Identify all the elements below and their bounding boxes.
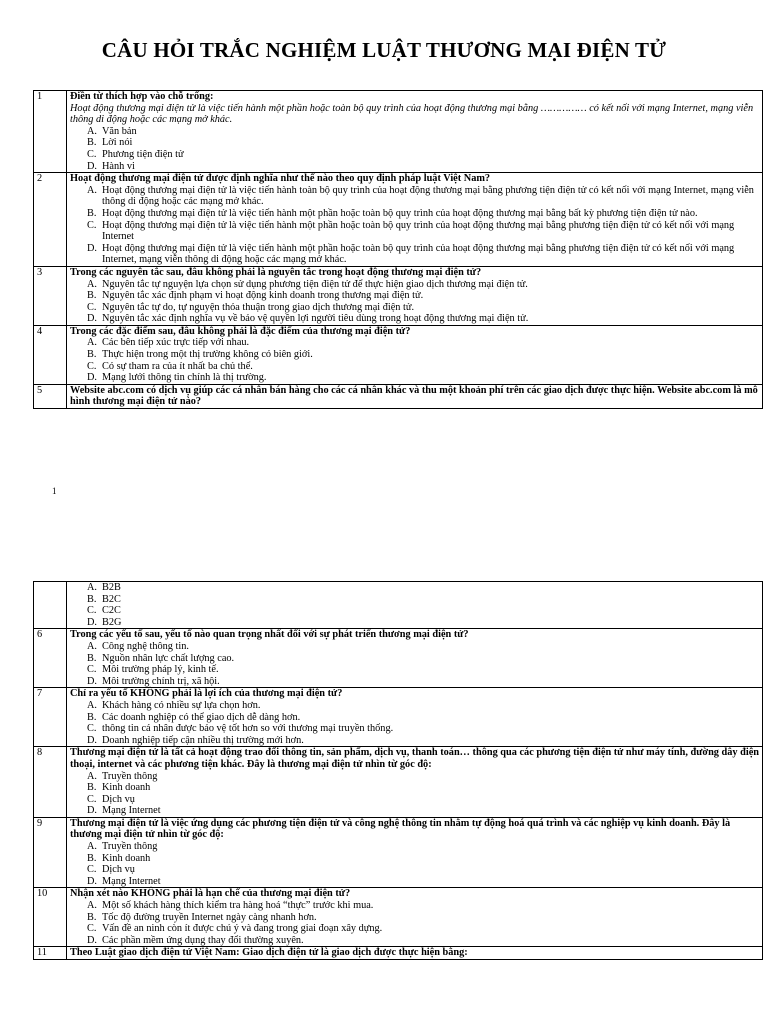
option-letter: B. bbox=[87, 652, 97, 664]
option-text: Công nghệ thông tin. bbox=[102, 640, 189, 652]
question-stem: Trong các nguyên tắc sau, đâu không phải là nguyên tắc trong hoạt động thương mại điện tử? bbox=[70, 266, 482, 278]
answer-option bbox=[70, 137, 760, 149]
question-body bbox=[67, 747, 763, 818]
question-row bbox=[34, 688, 763, 747]
option-letter: C. bbox=[87, 864, 97, 876]
question-stem-text: Hoạt động thương mại điện tử là việc tiến hành một phần hoặc toàn bộ quy trình của hoạt động thương mại bằng …………… có kết nối với mạng Internet, mạng viễn thông di động hoặc các mạng mở khác. bbox=[70, 102, 754, 126]
option-text: Mạng Internet bbox=[102, 875, 161, 887]
option-letter: B. bbox=[87, 593, 97, 605]
question-number: 2 bbox=[34, 173, 67, 267]
question-body bbox=[67, 266, 763, 325]
option-letter: A. bbox=[87, 900, 98, 912]
option-text: Lời nói bbox=[102, 137, 133, 149]
answer-option bbox=[70, 664, 760, 676]
option-letter: B. bbox=[87, 137, 97, 149]
option-text: Vấn đề an ninh còn ít được chú ý và đang trong giai đoạn xây dựng. bbox=[102, 923, 383, 935]
question-body bbox=[67, 817, 763, 888]
option-letter: A. bbox=[87, 640, 98, 652]
question-stem: Nhận xét nào KHÔNG phải là hạn chế của thương mại điện tử? bbox=[70, 888, 351, 900]
question-row bbox=[34, 747, 763, 818]
option-letter: A. bbox=[87, 770, 98, 782]
option-text: Nguyên tắc xác định phạm vi hoạt động kinh doanh trong thương mại điện tử. bbox=[102, 290, 424, 302]
option-letter: D. bbox=[87, 372, 98, 384]
answer-option bbox=[70, 912, 760, 924]
question-stem: Thương mại điện tử là tất cả hoạt động trao đổi thông tin, sản phẩm, dịch vụ, thanh toán… thông qua các phương tiện điện tử như máy tính, đường dây điện thoại, internet và các phương tiện khác. Đây là thương mại điện tử nhìn từ góc độ: bbox=[70, 747, 760, 770]
option-letter: A. bbox=[87, 278, 98, 290]
answer-option bbox=[70, 313, 760, 325]
option-text: B2G bbox=[102, 616, 122, 628]
answer-option bbox=[70, 582, 760, 594]
answer-option bbox=[70, 290, 760, 302]
answer-option bbox=[70, 302, 760, 314]
question-row bbox=[34, 173, 763, 267]
answer-option bbox=[70, 361, 760, 373]
option-text: Tốc độ đường truyền Internet ngày càng nhanh hơn. bbox=[102, 911, 317, 923]
option-text: C2C bbox=[102, 605, 121, 617]
question-body bbox=[67, 888, 763, 947]
option-text: B2C bbox=[102, 593, 121, 605]
option-text: Hoạt động thương mại điện tử là việc tiến hành toàn bộ quy trình của hoạt động thương mại bằng phương tiện điện tử có kết nối với mạng Internet, mạng viễn thông di động hoặc các mạng mở khác. bbox=[102, 184, 754, 208]
answer-option bbox=[70, 126, 760, 138]
option-letter: C. bbox=[87, 219, 97, 231]
option-letter: D. bbox=[87, 934, 98, 946]
option-text: Các bên tiếp xúc trực tiếp với nhau. bbox=[102, 337, 250, 349]
answer-option bbox=[70, 864, 760, 876]
option-letter: C. bbox=[87, 793, 97, 805]
option-text: Nguyên tắc tự nguyện lựa chọn sử dụng phương tiện điện tử để thực hiện giao dịch thương mại điện tử. bbox=[102, 278, 528, 290]
question-row bbox=[34, 817, 763, 888]
option-letter: B. bbox=[87, 290, 97, 302]
document-title: CÂU HỎI TRẮC NGHIỆM LUẬT THƯƠNG MẠI ĐIỆN TỬ bbox=[101, 38, 667, 62]
answer-option bbox=[70, 605, 760, 617]
question-number: 1 bbox=[34, 91, 67, 173]
option-text: Phương tiện điện tử bbox=[102, 148, 184, 160]
answer-option bbox=[70, 712, 760, 724]
answer-option bbox=[70, 853, 760, 865]
option-text: Thực hiện trong một thị trường không có biên giới. bbox=[102, 349, 313, 361]
option-letter: B. bbox=[87, 711, 97, 723]
question-body bbox=[67, 688, 763, 747]
option-text: Các phần mềm ứng dụng thay đổi thường xuyên. bbox=[102, 934, 304, 946]
option-letter: C. bbox=[87, 360, 97, 372]
option-text: Kinh doanh bbox=[102, 782, 151, 794]
option-letter: A. bbox=[87, 699, 98, 711]
option-text: Khách hàng có nhiều sự lựa chọn hơn. bbox=[102, 699, 261, 711]
option-letter: C. bbox=[87, 605, 97, 617]
option-text: Hành vi bbox=[102, 160, 135, 172]
question-number: 9 bbox=[34, 817, 67, 888]
answer-option bbox=[70, 337, 760, 349]
option-text: Văn bản bbox=[102, 125, 137, 137]
question-row bbox=[34, 582, 763, 629]
question-number bbox=[34, 582, 67, 629]
option-letter: D. bbox=[87, 805, 98, 817]
question-number: 6 bbox=[34, 629, 67, 688]
option-text: Hoạt động thương mại điện tử là việc tiến hành một phần hoặc toàn bộ quy trình của hoạt động thương mại bằng phương tiện điện tử có kết nối với mạng Internet bbox=[102, 219, 735, 243]
question-number: 5 bbox=[34, 384, 67, 408]
answer-option bbox=[70, 805, 760, 817]
option-text: Dịch vụ bbox=[102, 864, 135, 876]
option-text: Kinh doanh bbox=[102, 852, 151, 864]
question-stem: Theo Luật giao dịch điện tử Việt Nam: Giao dịch điện tử là giao dịch được thực hiện bằng: bbox=[70, 947, 468, 959]
answer-option bbox=[70, 900, 760, 912]
answer-option bbox=[70, 771, 760, 783]
option-letter: D. bbox=[87, 313, 98, 325]
answer-option bbox=[70, 161, 760, 173]
answer-option bbox=[70, 617, 760, 629]
option-letter: A. bbox=[87, 125, 98, 137]
option-text: Nguyên tắc xác định nghĩa vụ về bảo vệ quyền lợi người tiêu dùng trong hoạt động thương mại điện tử. bbox=[102, 313, 529, 325]
option-letter: C. bbox=[87, 923, 97, 935]
answer-option bbox=[70, 349, 760, 361]
option-text: Một số khách hàng thích kiểm tra hàng hoá “thực” trước khi mua. bbox=[102, 900, 374, 912]
question-number: 11 bbox=[34, 947, 67, 960]
answer-option bbox=[70, 641, 760, 653]
question-body bbox=[67, 582, 763, 629]
option-text: Truyền thông bbox=[102, 770, 158, 782]
question-stem: Website abc.com có dịch vụ giúp các cá nhân bán hàng cho các cá nhân khác và thu một khoản phí trên các giao dịch được thực hiện. Website abc.com là mô hình thương mại điện tử nào? bbox=[70, 384, 758, 408]
question-stem: Thương mại điện tử là việc ứng dụng các phương tiện điện tử và công nghệ thông tin nhằm tự động hoá quá trình và các nghiệp vụ kinh doanh. Đây là thương mại điện tử nhìn từ góc độ: bbox=[70, 817, 731, 841]
question-stem: Chỉ ra yếu tố KHÔNG phải là lợi ích của thương mại điện tử? bbox=[70, 688, 343, 700]
option-letter: B. bbox=[87, 207, 97, 219]
question-row bbox=[34, 384, 763, 408]
option-letter: B. bbox=[87, 349, 97, 361]
option-text: B2B bbox=[102, 582, 121, 593]
option-text: Nguyên tắc tự do, tự nguyện thỏa thuận trong giao dịch thương mại điện tử. bbox=[102, 301, 415, 313]
option-letter: B. bbox=[87, 852, 97, 864]
option-letter: D. bbox=[87, 160, 98, 172]
option-letter: B. bbox=[87, 911, 97, 923]
page-number: 1 bbox=[52, 486, 57, 496]
option-text: Môi trường pháp lý, kinh tế. bbox=[102, 664, 219, 676]
option-letter: D. bbox=[87, 616, 98, 628]
question-body bbox=[67, 629, 763, 688]
option-letter: C. bbox=[87, 664, 97, 676]
question-table-page2 bbox=[33, 581, 763, 960]
option-letter: A. bbox=[87, 184, 98, 196]
option-letter: A. bbox=[87, 841, 98, 853]
answer-option bbox=[70, 794, 760, 806]
option-text: Dịch vụ bbox=[102, 793, 135, 805]
question-number: 10 bbox=[34, 888, 67, 947]
answer-option bbox=[70, 735, 760, 747]
answer-option bbox=[70, 185, 760, 208]
answer-option bbox=[70, 935, 760, 947]
option-text: Nguồn nhân lực chất lượng cao. bbox=[102, 652, 235, 664]
answer-option bbox=[70, 653, 760, 665]
option-text: Hoạt động thương mại điện tử là việc tiến hành một phần hoặc toàn bộ quy trình của hoạt động thương mại bằng phương tiện điện tử có kết nối với mạng Internet, mạng viễn thông di động hoặc các mạng mở khác. bbox=[102, 242, 735, 266]
answer-option bbox=[70, 372, 760, 384]
option-letter: D. bbox=[87, 734, 98, 746]
option-letter: C. bbox=[87, 301, 97, 313]
question-body bbox=[67, 384, 763, 408]
answer-option bbox=[70, 676, 760, 688]
answer-option bbox=[70, 782, 760, 794]
answer-option bbox=[70, 594, 760, 606]
answer-option bbox=[70, 700, 760, 712]
question-row bbox=[34, 325, 763, 384]
question-number: 7 bbox=[34, 688, 67, 747]
option-letter: B. bbox=[87, 782, 97, 794]
answer-option bbox=[70, 279, 760, 291]
option-letter: C. bbox=[87, 723, 97, 735]
question-number: 8 bbox=[34, 747, 67, 818]
option-letter: C. bbox=[87, 148, 97, 160]
option-letter: A. bbox=[87, 337, 98, 349]
option-text: Hoạt động thương mại điện tử là việc tiến hành một phần hoặc toàn bộ quy trình của hoạt động thương mại bằng bất kỳ phương tiện điện tử nào. bbox=[102, 207, 698, 219]
option-text: thông tin cá nhân được bảo vệ tốt hơn so với thương mại truyền thống. bbox=[102, 723, 394, 735]
option-letter: D. bbox=[87, 675, 98, 687]
option-text: Có sự tham ra của ít nhất ba chủ thể. bbox=[102, 360, 253, 372]
question-row bbox=[34, 888, 763, 947]
question-number: 4 bbox=[34, 325, 67, 384]
option-text: Doanh nghiệp tiếp cận nhiều thị trường mới hơn. bbox=[102, 734, 304, 746]
question-stem: Hoạt động thương mại điện tử được định nghĩa như thế nào theo quy định pháp luật Việt Nam? bbox=[70, 173, 491, 185]
answer-option bbox=[70, 149, 760, 161]
answer-option bbox=[70, 208, 760, 220]
question-body bbox=[67, 91, 763, 173]
option-text: Mạng lưới thông tin chính là thị trường. bbox=[102, 372, 267, 384]
question-body bbox=[67, 173, 763, 267]
question-table-page1 bbox=[33, 90, 763, 409]
question-row bbox=[34, 629, 763, 688]
question-stem: Điền từ thích hợp vào chỗ trống: bbox=[70, 91, 214, 102]
answer-option bbox=[70, 243, 760, 266]
option-text: Truyền thông bbox=[102, 841, 158, 853]
answer-option bbox=[70, 876, 760, 888]
option-letter: D. bbox=[87, 875, 98, 887]
question-row bbox=[34, 947, 763, 960]
option-text: Các doanh nghiệp có thể giao dịch dễ dàng hơn. bbox=[102, 711, 301, 723]
question-number: 3 bbox=[34, 266, 67, 325]
question-stem: Trong các yếu tố sau, yếu tố nào quan trọng nhất đối với sự phát triển thương mại điện tử? bbox=[70, 629, 469, 641]
question-body bbox=[67, 947, 763, 960]
option-letter: D. bbox=[87, 242, 98, 254]
question-row bbox=[34, 266, 763, 325]
answer-option bbox=[70, 841, 760, 853]
question-row bbox=[34, 91, 763, 173]
answer-option bbox=[70, 723, 760, 735]
option-letter: A. bbox=[87, 582, 98, 593]
answer-option bbox=[70, 220, 760, 243]
question-stem: Trong các đặc điểm sau, đâu không phải là đặc điểm của thương mại điện tử? bbox=[70, 325, 411, 337]
option-text: Mạng Internet bbox=[102, 805, 161, 817]
option-text: Môi trường chính trị, xã hội. bbox=[102, 675, 220, 687]
question-body bbox=[67, 325, 763, 384]
answer-option bbox=[70, 923, 760, 935]
